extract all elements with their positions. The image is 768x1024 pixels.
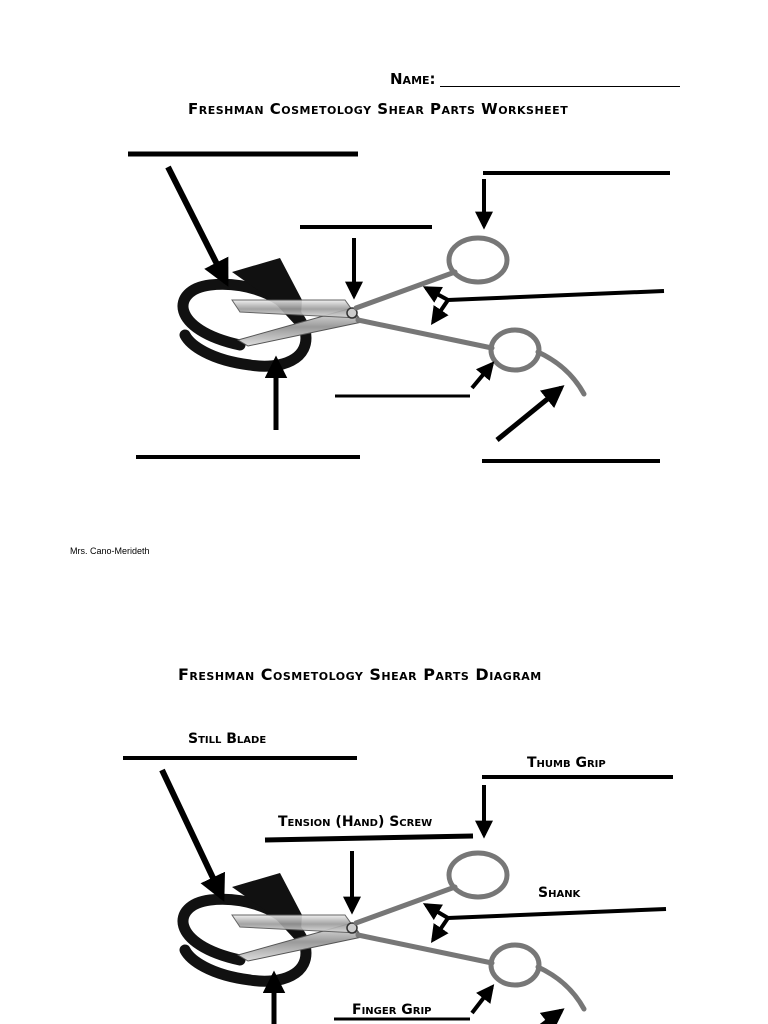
- label-finger-grip: Finger Grip: [352, 1002, 432, 1018]
- worksheet-title: Freshman Cosmetology Shear Parts Worksheet: [188, 100, 569, 118]
- label-still-blade: Still Blade: [188, 731, 267, 747]
- name-label: Name:: [390, 70, 436, 88]
- label-shank: Shank: [538, 885, 581, 901]
- label-thumb-grip: Thumb Grip: [527, 755, 606, 771]
- label-tension-screw: Tension (Hand) Screw: [278, 814, 433, 830]
- worksheet-diagram: [128, 154, 670, 461]
- author-credit: Mrs. Cano-Merideth: [70, 546, 150, 556]
- diagram-title: Freshman Cosmetology Shear Parts Diagram: [178, 665, 542, 684]
- labeled-diagram: [123, 758, 673, 1024]
